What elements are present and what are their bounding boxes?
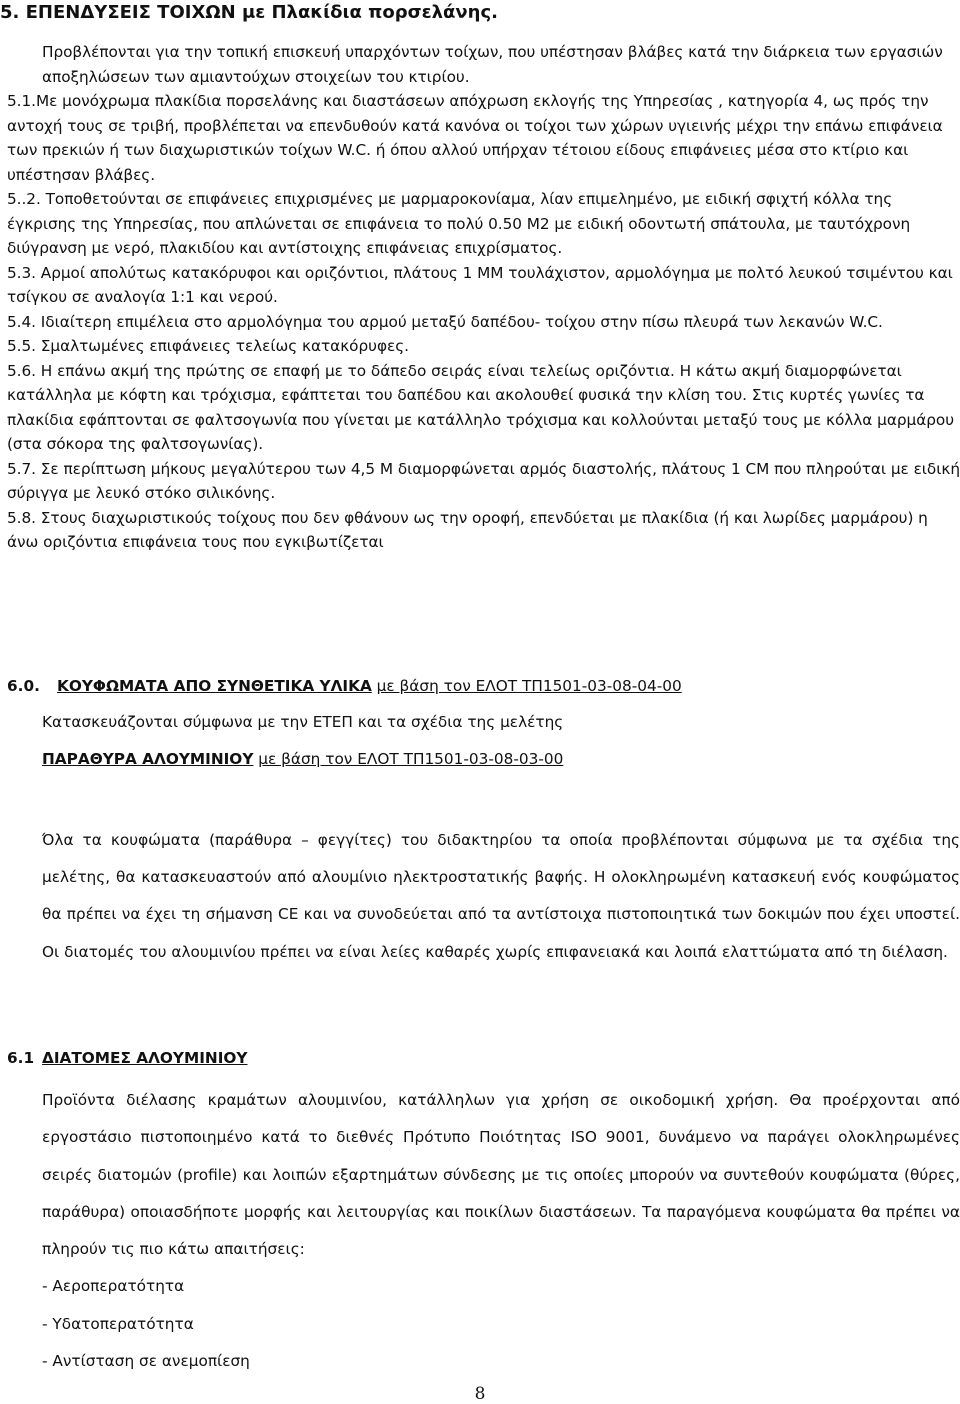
- section-6-paragraph: [42, 822, 960, 971]
- section-6-1-title: ΔΙΑΤΟΜΕΣ ΑΛΟΥΜΙΝΙΟΥ: [42, 1049, 248, 1067]
- section-6-standard: με βάση τον ΕΛΟΤ ΤΠ1501-03-08-04-00: [376, 677, 682, 695]
- section-6-title: ΚΟΥΦΩΜΑΤΑ ΑΠΟ ΣΥΝΘΕΤΙΚΑ ΥΛΙΚΑ: [57, 677, 372, 695]
- clause-5-6: 5.6. Η επάνω ακμή της πρώτης σε επαφή με το δάπεδο σειράς είναι τελείως οριζόντια. Η κάτω ακμή διαμορφώνεται κατάλληλα με κόφτη και τρόχισμα, εφάπτεται του δαπέδου και ακολουθεί φυσικά την κλίση του. Στις κυρτές γωνίες τα πλακίδια εφάπτονται σε φαλτσογωνία που γίνεται με κατάλληλο τρόχισμα και κολλούνται μεταξύ τους με κόλλα μαρμάρου (στα σόκορα της φαλτσογωνίας).: [7, 361, 955, 453]
- clause-5-7: 5.7. Σε περίπτωση μήκους μεγαλύτερου των 4,5 Μ διαμορφώνεται αρμός διαστολής, πλάτους 1 CM που πληρούται με ειδική σύριγγα με λευκό στόκο σιλικόνης.: [7, 459, 960, 502]
- section-6-1-paragraph: Προϊόντα διέλασης κραμάτων αλουμινίου, κατάλληλων για χρήση σε οικοδομική χρήση. Θα προέρχονται από εργοστάσιο πιστοποιημένο κατά το διεθνές Πρότυπο Ποιότητας ISO 9001, δυνάμενο να παράγει ολοκληρωμένες σειρές διατομών (profile) και λοιπών εξαρτημάτων σύνδεσης με τις οποίες μπορούν να συντεθούν κουφώματα (θύρες, παράθυρα) οποιασδήποτε μορφής και λειτουργίας και ποικίλων διαστάσεων. Τα παραγόμενα κουφώματα θα πρέπει να πληρούν τις πιο κάτω απαιτήσεις:: [42, 1091, 960, 1259]
- page-number: 8: [474, 1384, 486, 1404]
- list-item: - Αεροπερατότητα: [42, 1277, 185, 1296]
- list-item: - Υδατοπερατότητα: [42, 1314, 194, 1333]
- section-5-title: 5. ΕΠΕΝΔΥΣΕΙΣ ΤΟΙΧΩΝ με Πλακίδια πορσελάνης.: [0, 2, 498, 23]
- clause-5-3: 5.3. Αρμοί απολύτως κατακόρυφοι και οριζόντιοι, πλάτους 1 ΜΜ τουλάχιστον, αρμολόγημα με πολτό λευκού τσιμέντου και τσίγκου σε αναλογία 1:1 και νερού.: [7, 263, 953, 306]
- windows-standard: με βάση τον ΕΛΟΤ ΤΠ1501-03-08-03-00: [258, 750, 564, 768]
- clause-5-4: 5.4. Ιδιαίτερη επιμέλεια στο αρμολόγημα του αρμού μεταξύ δαπέδου- τοίχου στην πίσω πλευρά των λεκανών W.C.: [7, 312, 883, 331]
- section-5-intro: Προβλέπονται για την τοπική επισκευή υπαρχόντων τοίχων, που υπέστησαν βλάβες κατά την διάρκεια των εργασιών αποξηλώσεων των αμιαντούχων στοιχείων του κτιρίου.: [42, 43, 943, 86]
- section-6-number: 6.0.: [7, 677, 40, 695]
- section-6-paragraph-text: Όλα τα κουφώματα (παράθυρα – φεγγίτες) του διδακτηρίου τα οποία προβλέπονται σύμφωνα με τα σχέδια της μελέτης, θα κατασκευαστούν από αλουμίνιο ηλεκτροστατικής βαφής. Η ολοκληρωμένη κατασκευή ενός κουφώματος θα πρέπει να έχει τη σήμανση CE και να συνοδεύεται από τα αντίστοιχα πιστοποιητικά των δοκιμών που έχει υποστεί. Οι διατομές του αλουμινίου πρέπει να είναι λείες καθαρές χωρίς επιφανειακά και λοιπά ελαττώματα από τη διέλαση.: [42, 831, 960, 961]
- windows-heading: [42, 747, 960, 771]
- section-6-line: Κατασκευάζονται σύμφωνα με την ΕΤΕΠ και τα σχέδια της μελέτης: [42, 713, 564, 731]
- windows-title: ΠΑΡΑΘΥΡΑ ΑΛΟΥΜΙΝΙΟΥ: [42, 750, 254, 768]
- section-6-1-number: 6.1: [7, 1049, 35, 1067]
- clause-5-8: 5.8. Στους διαχωριστικούς τοίχους που δεν φθάνουν ως την οροφή, επενδύεται με πλακίδια (ή και λωρίδες μαρμάρου) η άνω οριζόντια επιφάνεια τους που εγκιβωτίζεται: [7, 508, 928, 551]
- requirements-list: [42, 1268, 960, 1380]
- section-5-body: [7, 40, 960, 555]
- clause-5-5: 5.5. Σμαλτωμένες επιφάνειες τελείως κατακόρυφες.: [7, 337, 409, 355]
- clause-5-1: 5.1.Με μονόχρωμα πλακίδια πορσελάνης και διαστάσεων απόχρωση εκλογής της Υπηρεσίας , κατηγορία 4, ως πρός την αντοχή τους σε τριβή, προβλέπεται να επενδυθούν κατά κανόνα οι τοίχοι των χώρων υγιεινής μέχρι την επάνω επιφάνεια των πρεκιών ή των διαχωριστικών τοίχων W.C. ή όπου αλλού υπήρχαν τέτοιου είδους επιφάνειες μέσα στο κτίριο και υπέστησαν βλάβες.: [7, 92, 943, 184]
- list-item: - Αντίσταση σε ανεμοπίεση: [42, 1352, 250, 1371]
- section-6-1-body: [42, 1082, 960, 1380]
- section-6-heading: [7, 674, 960, 698]
- section-6-1-heading: [7, 1046, 960, 1070]
- clause-5-2: 5..2. Τοποθετούνται σε επιφάνειες επιχρισμένες με μαρμαροκονίαμα, λίαν επιμελημένο, με ειδική σφιχτή κόλλα της έγκρισης της Υπηρεσίας, που απλώνεται σε επιφάνεια το πολύ 0.50 Μ2 με ειδική οδοντωτή σπάτουλα, με ταυτόχρονη διύγρανση με νερό, πλακιδίου και αντίστοιχης επιφάνειας επιχρίσματος.: [7, 190, 911, 257]
